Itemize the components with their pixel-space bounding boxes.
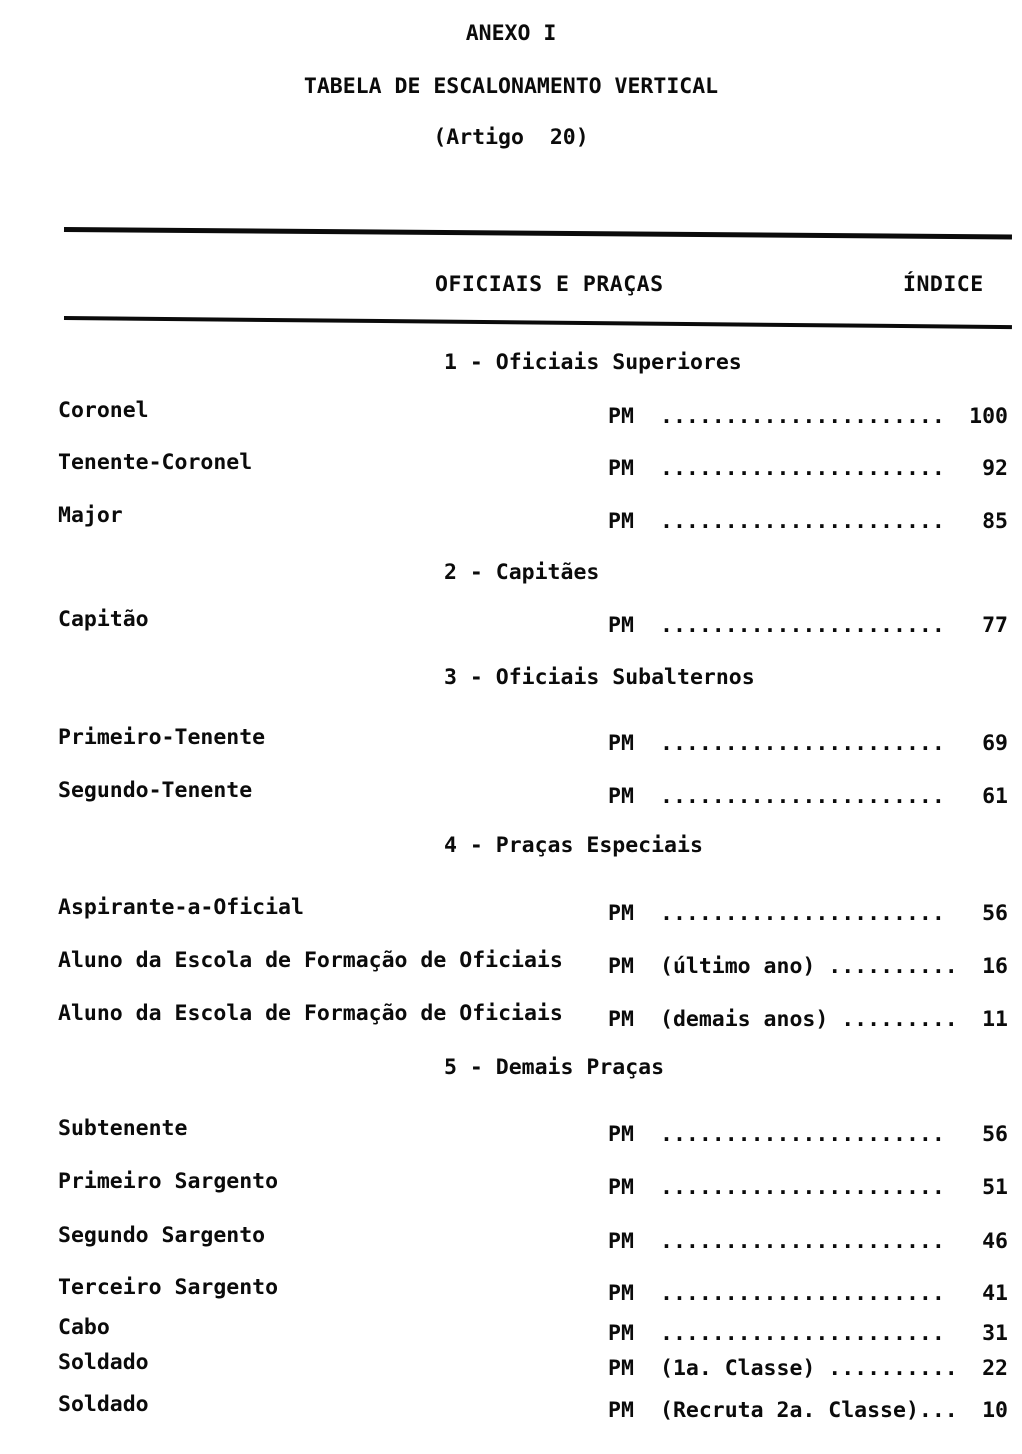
row-dots: ...................... — [660, 1175, 945, 1200]
row-note-and-dots — [660, 1397, 958, 1425]
row-index-value: 85 — [982, 509, 1008, 534]
table-row-terceiro-sargento — [0, 1274, 1022, 1304]
table-row-major — [0, 502, 1022, 532]
row-pm: PM — [608, 613, 634, 638]
row-dots: ...................... — [660, 404, 945, 429]
row-index-value: 69 — [982, 731, 1008, 756]
row-index-value: 92 — [982, 456, 1008, 481]
row-pm: PM — [608, 509, 634, 534]
table-rule-top — [64, 227, 1012, 239]
row-pm: PM — [608, 901, 634, 926]
row-label: Primeiro Sargento — [58, 1169, 279, 1194]
row-index-value: 31 — [982, 1321, 1008, 1346]
row-label: Major — [58, 503, 123, 528]
row-note-and-dots — [660, 1006, 958, 1034]
row-index-value: 61 — [982, 784, 1008, 809]
row-pm: PM — [608, 456, 634, 481]
row-pm: PM — [608, 1175, 634, 1200]
table-row-subtenente — [0, 1115, 1022, 1145]
table-row-aluno-demais-anos — [0, 1000, 1022, 1030]
row-dots: ... — [918, 1398, 958, 1423]
column-header-indice: ÍNDICE — [903, 272, 984, 297]
row-label: Terceiro Sargento — [58, 1275, 279, 1300]
row-label: Soldado — [58, 1392, 149, 1417]
row-index-value: 10 — [982, 1398, 1008, 1423]
row-note: (1a. Classe) — [660, 1356, 816, 1381]
row-note-and-dots — [660, 1355, 958, 1383]
table-row-soldado-1a-classe — [0, 1349, 1022, 1379]
row-pm: PM — [608, 1356, 634, 1381]
row-pm: PM — [608, 731, 634, 756]
row-dots: ...................... — [660, 456, 945, 481]
table-row-primeiro-sargento — [0, 1168, 1022, 1198]
table-rule-bottom — [64, 316, 1012, 329]
table-row-aspirante — [0, 894, 1022, 924]
section-heading-5: 5 - Demais Praças — [444, 1055, 665, 1080]
row-pm: PM — [608, 1398, 634, 1423]
row-label: Cabo — [58, 1315, 110, 1340]
row-dots: ...................... — [660, 731, 945, 756]
row-index-value: 77 — [982, 613, 1008, 638]
row-dots: ......... — [828, 1007, 958, 1032]
table-row-capitao — [0, 606, 1022, 636]
row-pm: PM — [608, 784, 634, 809]
table-row-tenente-coronel — [0, 449, 1022, 479]
row-label: Primeiro-Tenente — [58, 725, 266, 750]
row-note-and-dots — [660, 953, 958, 981]
annex-title-text: ANEXO I — [465, 21, 557, 46]
table-row-soldado-recruta — [0, 1391, 1022, 1421]
row-index-value: 56 — [982, 1122, 1008, 1147]
row-index-value: 100 — [969, 404, 1008, 429]
table-row-aluno-ultimo-ano — [0, 947, 1022, 977]
row-label: Aluno da Escola de Formação de Oficiais — [58, 1001, 563, 1026]
article-subtitle — [0, 124, 1022, 152]
row-pm: PM — [608, 1229, 634, 1254]
row-label: Segundo Sargento — [58, 1223, 266, 1248]
row-dots: ...................... — [660, 509, 945, 534]
row-pm: PM — [608, 404, 634, 429]
row-index-value: 51 — [982, 1175, 1008, 1200]
column-header-oficiais-e-pracas: OFICIAIS E PRAÇAS — [435, 272, 664, 297]
row-index-value: 16 — [982, 954, 1008, 979]
row-label: Segundo-Tenente — [58, 778, 253, 803]
section-heading-1: 1 - Oficiais Superiores — [444, 350, 742, 375]
row-dots: ...................... — [660, 613, 945, 638]
document-title-text: TABELA DE ESCALONAMENTO VERTICAL — [303, 74, 719, 99]
row-dots: ...................... — [660, 901, 945, 926]
row-pm: PM — [608, 954, 634, 979]
document-title — [0, 73, 1022, 101]
row-label: Aluno da Escola de Formação de Oficiais — [58, 948, 563, 973]
table-row-segundo-tenente — [0, 777, 1022, 807]
row-label: Tenente-Coronel — [58, 450, 253, 475]
article-subtitle-text: (Artigo 20) — [433, 125, 589, 150]
row-note: (demais anos) — [660, 1007, 829, 1032]
row-pm: PM — [608, 1122, 634, 1147]
table-row-cabo — [0, 1314, 1022, 1344]
section-heading-2: 2 - Capitães — [444, 560, 600, 585]
row-dots: .......... — [815, 954, 958, 979]
row-index-value: 56 — [982, 901, 1008, 926]
row-pm: PM — [608, 1281, 634, 1306]
row-label: Aspirante-a-Oficial — [58, 895, 304, 920]
row-dots: .......... — [815, 1356, 958, 1381]
row-dots: ...................... — [660, 784, 945, 809]
row-label: Soldado — [58, 1350, 149, 1375]
row-dots: ...................... — [660, 1281, 945, 1306]
row-note: (último ano) — [660, 954, 816, 979]
table-row-primeiro-tenente — [0, 724, 1022, 754]
row-dots: ...................... — [660, 1229, 945, 1254]
row-pm: PM — [608, 1007, 634, 1032]
section-heading-3: 3 - Oficiais Subalternos — [444, 665, 755, 690]
row-label: Capitão — [58, 607, 149, 632]
row-dots: ...................... — [660, 1122, 945, 1147]
table-row-coronel — [0, 397, 1022, 427]
row-index-value: 41 — [982, 1281, 1008, 1306]
table-row-segundo-sargento — [0, 1222, 1022, 1252]
row-note: (Recruta 2a. Classe) — [660, 1398, 919, 1423]
row-label: Coronel — [58, 398, 149, 423]
row-label: Subtenente — [58, 1116, 188, 1141]
row-index-value: 22 — [982, 1356, 1008, 1381]
row-index-value: 46 — [982, 1229, 1008, 1254]
annex-title — [0, 20, 1022, 48]
row-pm: PM — [608, 1321, 634, 1346]
row-index-value: 11 — [982, 1007, 1008, 1032]
section-heading-4: 4 - Praças Especiais — [444, 833, 703, 858]
row-dots: ...................... — [660, 1321, 945, 1346]
